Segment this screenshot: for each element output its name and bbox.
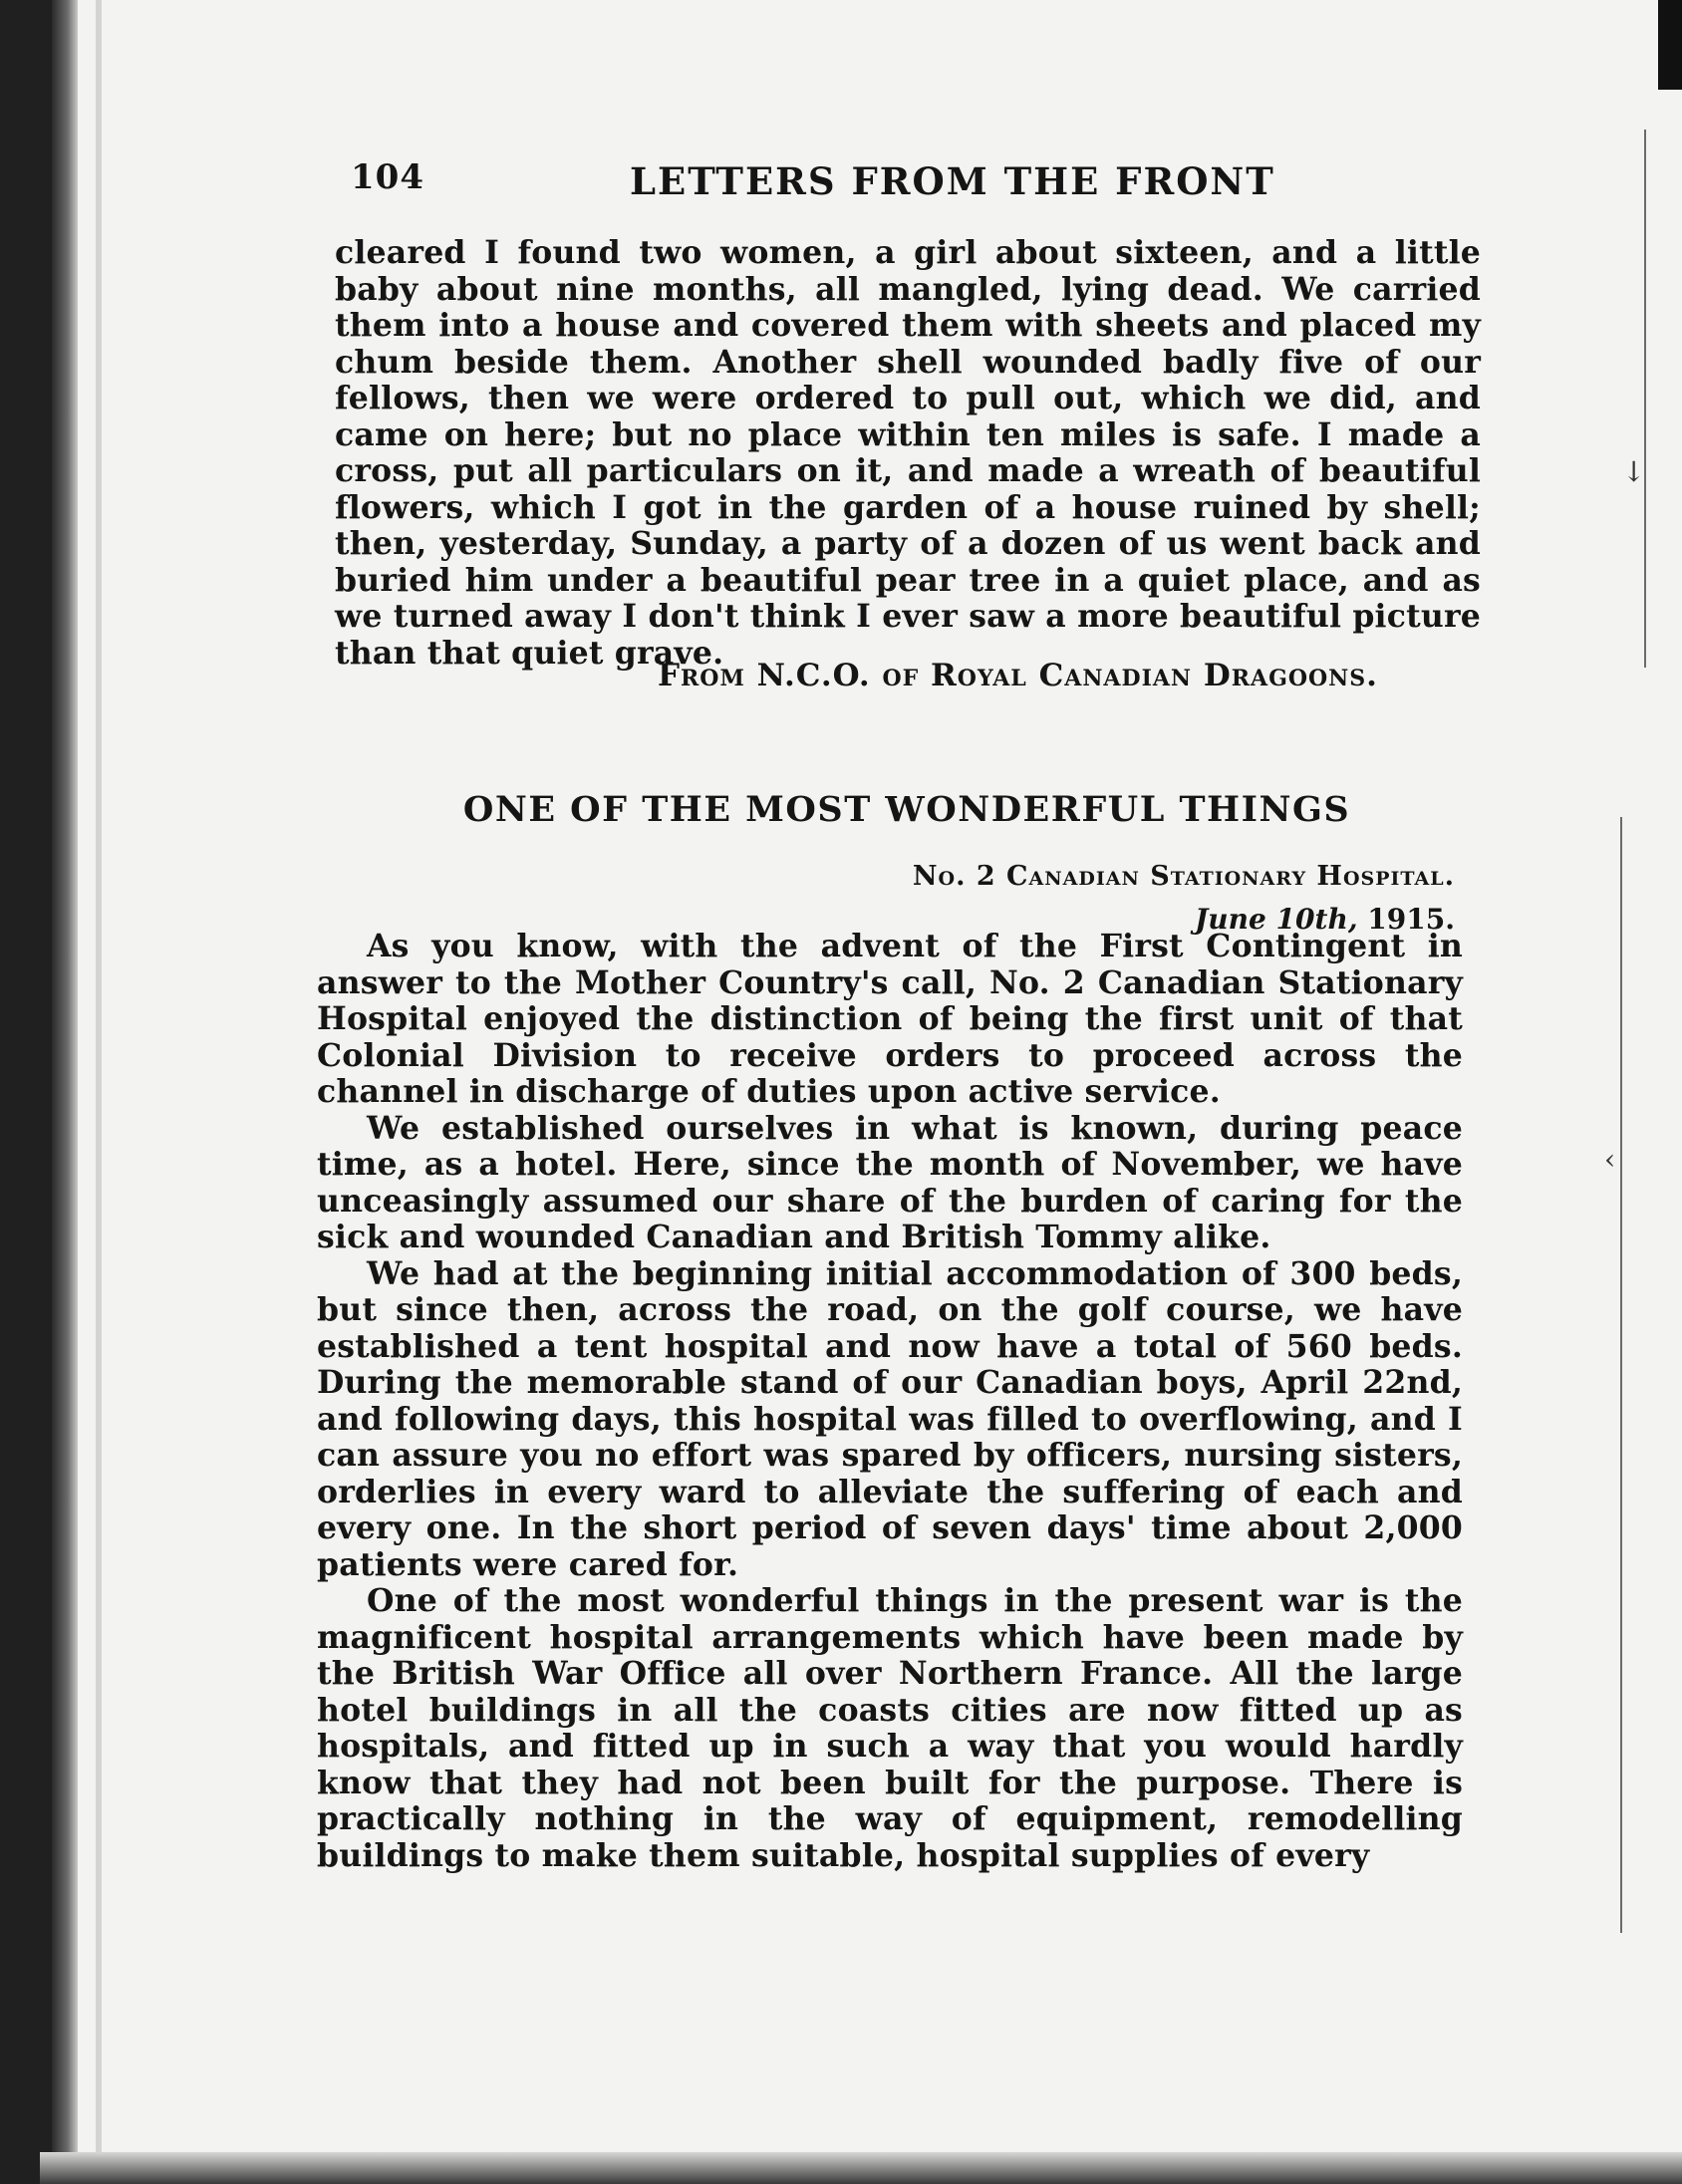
margin-rule (1620, 817, 1622, 1933)
corner-shadow (1658, 0, 1682, 90)
letter-location: No. 2 Canadian Stationary Hospital. (912, 861, 1455, 892)
margin-rule (1644, 130, 1646, 668)
running-head (351, 157, 1275, 227)
first-letter-body (335, 235, 1481, 672)
running-title: LETTERS FROM THE FRONT (630, 159, 1275, 203)
date-day: June 10th, (1195, 903, 1358, 936)
margin-tick-mark: ↓ (1622, 455, 1646, 488)
date-year: 1915. (1357, 903, 1455, 936)
paragraph: cleared I found two women, a girl about sixteen, and a little baby about nine months, all mangled, lying dead. We carried them into a house and covered them with sheets and placed my chum beside them. Another shell wounded badly five of our fellows, then we were ordered to pull out, which we did, and came on here; but no place within ten miles is safe. I made a cross, put all particulars on it, and made a wreath of beautiful flowers, which I got in the garden of a house ruined by shell; then, yesterday, Sunday, a party of a dozen of us went back and buried him under a beautiful pear tree in a quiet place, and as we turned away I don't think I ever saw a more beautiful picture than that quiet grave. (335, 234, 1481, 672)
margin-tick-mark: ‹ (1604, 1143, 1616, 1176)
paragraph: We had at the beginning initial accommodation of 300 beds, but since then, across the road, on the golf course, we have established a tent hospital and now have a total of 560 beds. During the memorable stand of our Canadian boys, April 22nd, and following days, this hospital was filled to overflowing, and I can assure you no effort was spared by officers, nursing sisters, orderlies in every ward to alleviate the suffering of each and every one. In the short period of seven days' time about 2,000 patients were cared for. (317, 1254, 1463, 1583)
page-number: 104 (351, 157, 424, 197)
letter-signoff: From N.C.O. of Royal Canadian Dragoons. (658, 658, 1378, 693)
binding-edge (52, 0, 78, 2184)
paragraph: We established ourselves in what is known, during peace time, as a hotel. Here, since the month of November, we have unceasingly assumed our share of the burden of caring for the sick and wounded Canadian and British Tommy alike. (317, 1109, 1463, 1255)
section-heading: ONE OF THE MOST WONDERFUL THINGS (462, 789, 1351, 830)
bottom-shadow (40, 2152, 1682, 2184)
second-letter-body (317, 929, 1463, 1874)
paragraph: One of the most wonderful things in the present war is the magnificent hospital arrangements which have been made by the British War Office all over Northern France. All the large hotel buildings in all the coasts cities are now fitted up as hospitals, and fitted up in such a way that you would hardly know that they had not been built for the purpose. There is practically nothing in the way of equipment, remodelling buildings to make them suitable, hospital supplies of every (317, 1582, 1463, 1874)
paragraph: As you know, with the advent of the First Contingent in answer to the Mother Country's call, No. 2 Canadian Stationary Hospital enjoyed the distinction of being the first unit of that Colonial Division to receive orders to proceed across the channel in discharge of duties upon active service. (317, 928, 1463, 1110)
page-edge (96, 0, 102, 2184)
